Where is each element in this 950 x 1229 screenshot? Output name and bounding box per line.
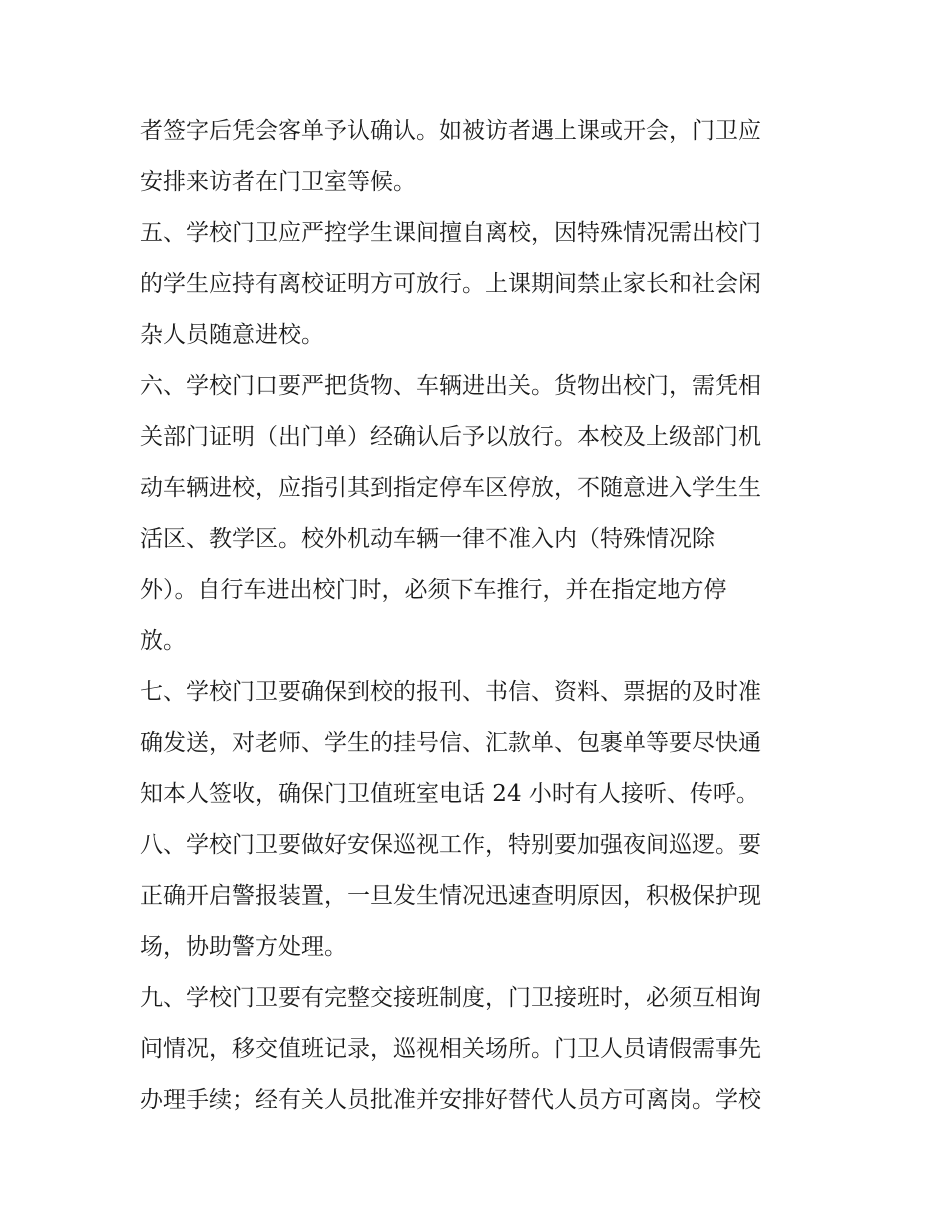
text-line: 场，协助警方处理。 (140, 934, 347, 960)
text-line: 放。 (140, 628, 186, 654)
text-line: 六、学校门口要严把货物、车辆进出关。货物出校门，需凭相 (140, 373, 761, 399)
text-line: 问情况，移交值班记录，巡视相关场所。门卫人员请假需事先 (140, 1036, 761, 1062)
text-line: 五、学校门卫应严控学生课间擅自离校，因特殊情况需出校门 (140, 220, 761, 246)
text-line: 七、学校门卫要确保到校的报刊、书信、资料、票据的及时准 (140, 679, 761, 705)
text-line: 八、学校门卫要做好安保巡视工作，特别要加强夜间巡逻。要 (140, 832, 761, 858)
text-line: 者签字后凭会客单予认确认。如被访者遇上课或开会，门卫应 (140, 118, 761, 144)
text-line: 外）。自行车进出校门时，必须下车推行，并在指定地方停 (140, 577, 727, 603)
text-line: 确发送，对老师、学生的挂号信、汇款单、包裹单等要尽快通 (140, 730, 761, 756)
text-line: 杂人员随意进校。 (140, 322, 324, 348)
text-line: 知本人签收，确保门卫值班室电话 24 小时有人接听、传呼。 (140, 781, 759, 807)
text-line: 办理手续；经有关人员批准并安排好替代人员方可离岗。学校 (140, 1087, 761, 1113)
text-line: 活区、教学区。校外机动车辆一律不准入内（特殊情况除 (140, 526, 715, 552)
text-line: 的学生应持有离校证明方可放行。上课期间禁止家长和社会闲 (140, 271, 761, 297)
document-body (140, 106, 830, 1126)
text-line: 正确开启警报装置，一旦发生情况迅速查明原因，积极保护现 (140, 883, 761, 909)
text-line: 关部门证明（出门单）经确认后予以放行。本校及上级部门机 (140, 424, 761, 450)
text-line: 动车辆进校，应指引其到指定停车区停放，不随意进入学生生 (140, 475, 761, 501)
text-line: 九、学校门卫要有完整交接班制度，门卫接班时，必须互相询 (140, 985, 761, 1011)
text-line: 安排来访者在门卫室等候。 (140, 169, 416, 195)
